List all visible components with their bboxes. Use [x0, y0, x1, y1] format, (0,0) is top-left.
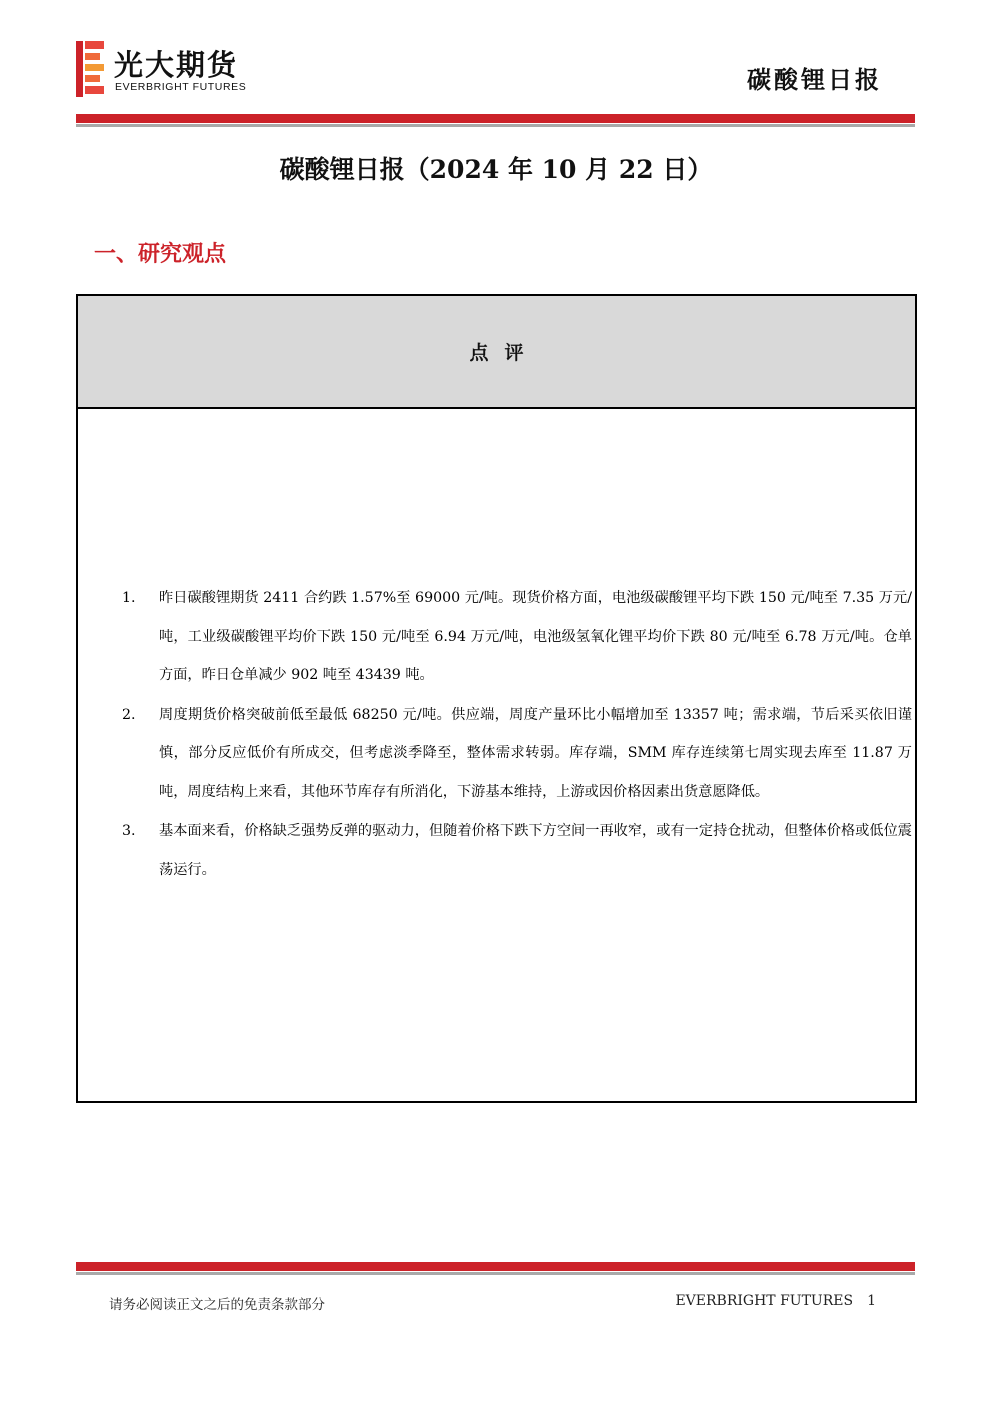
company-logo	[76, 41, 306, 99]
list-item-text: 基本面来看，价格缺乏强势反弹的驱动力，但随着价格下跌下方空间一再收窄，或有一定持仓扰动，但整体价格或低位震荡运行。	[159, 823, 912, 878]
list-item	[122, 812, 912, 889]
commentary-points	[122, 579, 912, 890]
footer-disclaimer: 请务必阅读正文之后的免责条款部分	[109, 1297, 325, 1313]
list-item	[122, 696, 912, 812]
list-item-number: 3.	[122, 823, 136, 839]
header-divider	[76, 114, 915, 123]
logo-chinese-name: 光大期货	[114, 48, 239, 82]
page-title: 碳酸锂日报（2024 年 10 月 22 日）	[279, 155, 713, 184]
list-item-number: 2.	[122, 706, 136, 723]
list-item-text: 昨日碳酸锂期货 2411 合约跌 1.57%至 69000 元/吨。现货价格方面，电池级碳酸锂平均下跌 150 元/吨至 7.35 万元/吨，工业级碳酸锂平均价下跌 150 元/吨至 6.94 万元/吨，电池级氢氧化锂平均价下跌 80 元/吨至 6.78 万元/吨。仓单方面，昨日仓单减少 902 吨至 43439 吨。	[159, 590, 912, 683]
list-item	[122, 579, 912, 695]
commentary-table	[76, 294, 917, 1103]
list-item-text: 周度期货价格突破前低至最低 68250 元/吨。供应端，周度产量环比小幅增加至 13357 吨；需求端，节后采买依旧谨慎，部分反应低价有所成交，但考虑淡季降至，整体需求转弱。库存端，SMM 库存连续第七周实现去库至 11.87 万吨，周度结构上来看，其他环节库存有所消化，下游基本维持，上游或因价格因素出货意愿降低。	[159, 706, 912, 800]
footer-company-name: EVERBRIGHT FUTURES	[675, 1293, 854, 1309]
footer-divider	[76, 1262, 915, 1271]
everbright-logo-icon	[76, 41, 106, 97]
footer-company	[675, 1293, 876, 1309]
commentary-header-label: 点评	[469, 342, 540, 364]
commentary-header-row	[78, 296, 915, 409]
logo-english-name: EVERBRIGHT FUTURES	[115, 81, 247, 93]
report-header-title: 碳酸锂日报	[747, 65, 882, 94]
list-item-number: 1.	[122, 590, 136, 606]
section-heading: 一、研究观点	[94, 241, 227, 267]
page-number: 1	[867, 1293, 876, 1309]
